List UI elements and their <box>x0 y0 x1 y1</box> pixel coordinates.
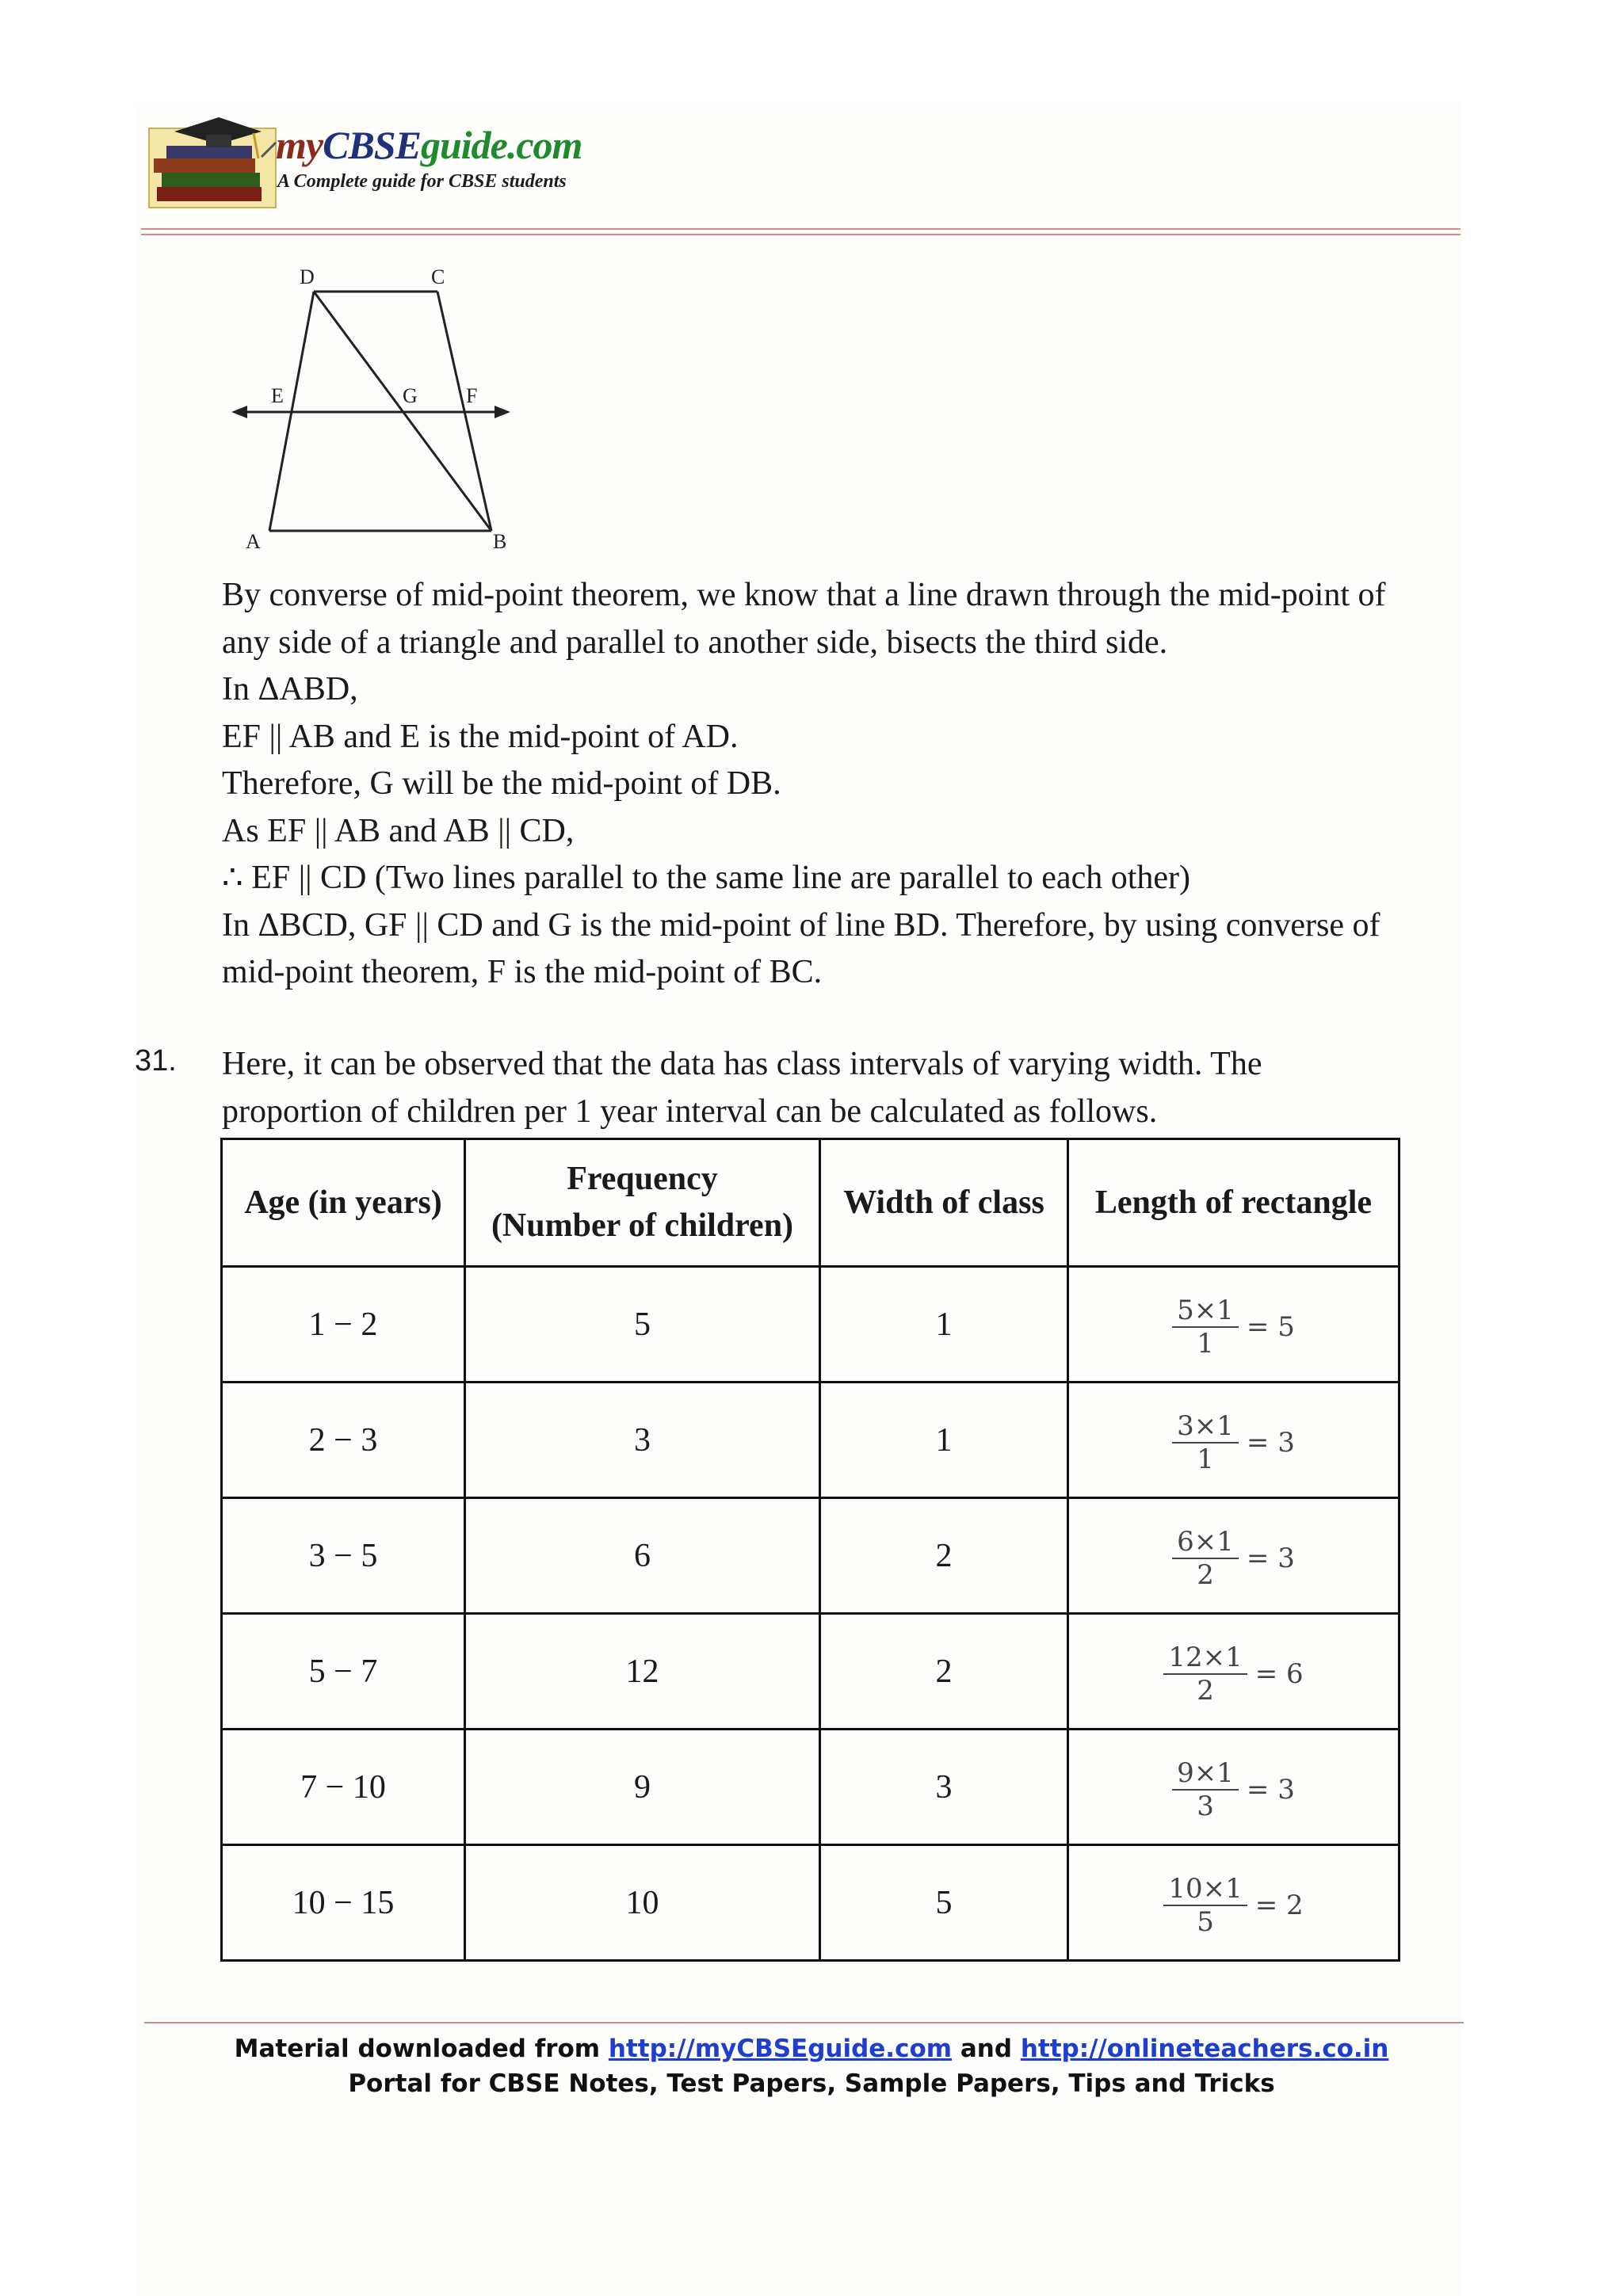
cell-width: 2 <box>820 1498 1068 1614</box>
text-line: Here, it can be observed that the data has class intervals of varying width. The <box>222 1046 1262 1082</box>
cell-age: 10 − 15 <box>222 1845 465 1961</box>
text-line: In ΔBCD, GF || CD and G is the mid-point of line BD. Therefore, by using converse of <box>222 906 1381 944</box>
solution-31-text <box>222 1041 1474 1135</box>
cell-width: 2 <box>820 1614 1068 1730</box>
table-header-row <box>222 1139 1400 1267</box>
arrow-right-icon <box>495 406 510 418</box>
header-age: Age (in years) <box>222 1139 465 1267</box>
table-row <box>222 1383 1400 1498</box>
cell-length <box>1068 1614 1400 1730</box>
header-length: Length of rectangle <box>1068 1139 1400 1267</box>
table-row <box>222 1498 1400 1614</box>
cell-length <box>1068 1383 1400 1498</box>
footer-divider <box>144 2022 1464 2023</box>
cell-length <box>1068 1845 1400 1961</box>
logo-tagline: A Complete guide for CBSE students <box>277 171 567 192</box>
cell-age: 7 − 10 <box>222 1730 465 1845</box>
header-divider <box>141 234 1461 235</box>
label-C: C <box>431 265 445 288</box>
text-line: Therefore, G will be the mid-point of DB. <box>222 765 781 802</box>
text-line: By converse of mid-point theorem, we know that a line drawn through the mid-point of <box>222 577 1386 613</box>
fraction: 3×1 1 = 3 <box>1172 1410 1295 1475</box>
text-line: proportion of children per 1 year interval can be calculated as follows. <box>222 1093 1158 1130</box>
text-line: any side of a triangle and parallel to another side, bisects the third side. <box>222 624 1168 661</box>
table-row <box>222 1845 1400 1961</box>
text-line: mid-point theorem, F is the mid-point of BC. <box>222 954 823 990</box>
fraction: 9×1 3 = 3 <box>1172 1757 1295 1822</box>
site-logo[interactable] <box>143 111 618 214</box>
cell-age: 2 − 3 <box>222 1383 465 1498</box>
trapezium-figure <box>223 263 525 556</box>
cell-width: 1 <box>820 1267 1068 1383</box>
text-line: In ΔABD, <box>222 671 358 707</box>
frequency-table <box>220 1138 1400 1962</box>
cell-age: 3 − 5 <box>222 1498 465 1614</box>
table-row <box>222 1730 1400 1845</box>
text-line: EF || AB and E is the mid-point of AD. <box>222 718 739 755</box>
cell-frequency: 6 <box>465 1498 820 1614</box>
question-number: 31. <box>135 1044 177 1077</box>
onlineteachers-link[interactable]: http://onlineteachers.co.in <box>1020 2035 1389 2063</box>
cell-frequency: 5 <box>465 1267 820 1383</box>
table-row <box>222 1267 1400 1383</box>
mycbseguide-link[interactable]: http://myCBSEguide.com <box>608 2035 953 2063</box>
label-B: B <box>493 530 507 553</box>
cell-width: 3 <box>820 1730 1068 1845</box>
cell-frequency: 9 <box>465 1730 820 1845</box>
cell-length <box>1068 1267 1400 1383</box>
footer-line-1: Material downloaded from http://myCBSEguide.com and http://onlineteachers.co.in <box>234 2035 1389 2063</box>
cell-width: 1 <box>820 1383 1068 1498</box>
arrow-left-icon <box>231 406 247 418</box>
text-line: ∴ EF || CD (Two lines parallel to the same line are parallel to each other) <box>222 860 1190 896</box>
label-A: A <box>246 530 261 553</box>
table-row <box>222 1614 1400 1730</box>
label-F: F <box>466 384 478 407</box>
cell-frequency: 12 <box>465 1614 820 1730</box>
cell-frequency: 10 <box>465 1845 820 1961</box>
footer-line-2: Portal for CBSE Notes, Test Papers, Sample Papers, Tips and Tricks <box>348 2069 1275 2098</box>
header-divider <box>141 228 1461 230</box>
solution-30-text <box>222 572 1474 997</box>
cell-length <box>1068 1498 1400 1614</box>
text-line: As EF || AB and AB || CD, <box>222 812 575 849</box>
label-E: E <box>271 384 284 407</box>
cell-frequency: 3 <box>465 1383 820 1498</box>
logo-title: myCBSEguide.com <box>276 123 582 167</box>
header-width: Width of class <box>820 1139 1068 1267</box>
header-frequency: Frequency (Number of children) <box>465 1139 820 1267</box>
books-graduation-cap-icon <box>143 111 277 214</box>
cell-width: 5 <box>820 1845 1068 1961</box>
cell-age: 5 − 7 <box>222 1614 465 1730</box>
fraction: 12×1 2 = 6 <box>1163 1642 1303 1707</box>
fraction: 10×1 5 = 2 <box>1163 1873 1303 1938</box>
cell-age: 1 − 2 <box>222 1267 465 1383</box>
label-D: D <box>300 265 315 288</box>
cell-length <box>1068 1730 1400 1845</box>
fraction: 5×1 1 = 5 <box>1172 1295 1295 1360</box>
fraction: 6×1 2 = 3 <box>1172 1526 1295 1591</box>
label-G: G <box>403 384 418 407</box>
